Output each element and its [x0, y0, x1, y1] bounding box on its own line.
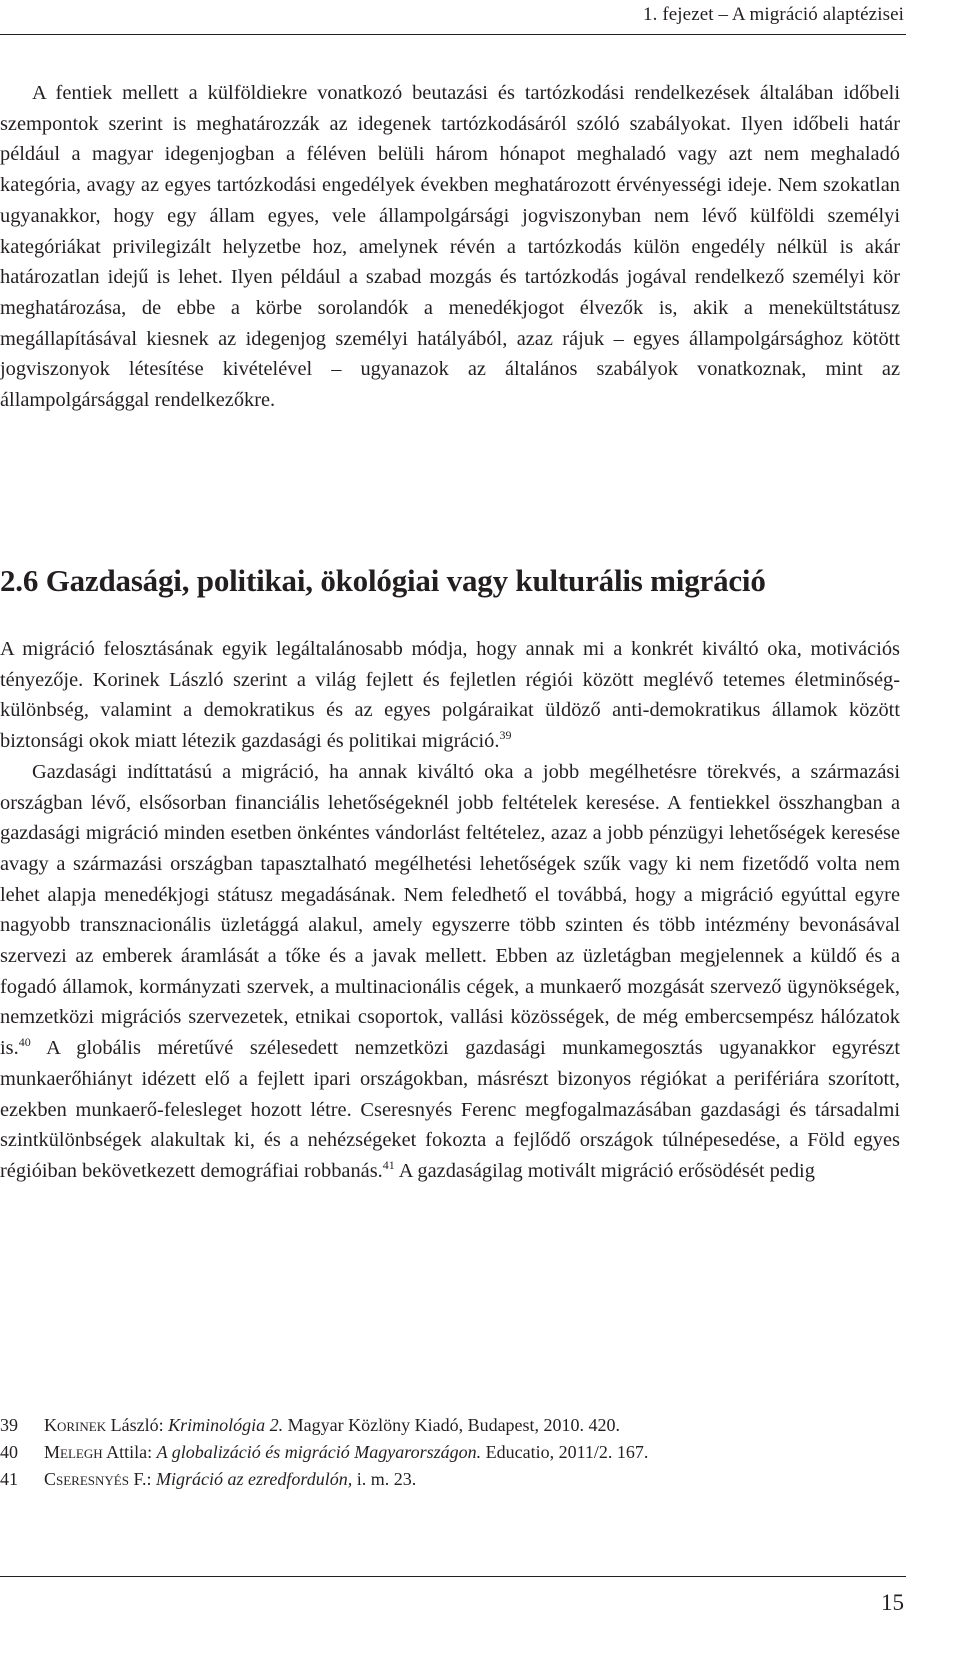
footnote-40	[0, 1439, 900, 1466]
paragraph	[0, 634, 900, 757]
page-number: 15	[881, 1590, 904, 1615]
footnote-author: Melegh	[44, 1442, 103, 1462]
paragraph-text: A migráció felosztásának egyik legáltalánosabb módja, hogy annak mi a konkrét kiváltó oka, motivációs tényezője. Korinek László szerint a világ fejlett és fejletlen régiói között meglévő tetemes életminőség-különbség, valamint a demokratikus és az egyes polgáraikat üldöző anti-demokratikus államok között biztonsági okok miatt létezik gazdasági és politikai migráció.	[0, 638, 900, 753]
footnote-rest: i. m. 23.	[352, 1469, 417, 1489]
footer-rule	[0, 1576, 906, 1577]
footnote-work: Migráció az ezredfordulón,	[156, 1469, 353, 1489]
footnote-number: 39	[0, 1415, 18, 1435]
paragraph-text: A globális méretűvé szélesedett nemzetközi gazdasági munkamegosztás ugyanakkor egyrészt munkaerőhiányt idézett elő a fejlett ipari országokban, másrészt bizonyos régiókat a perifériára szorított, ezekben munkaerő-felesleget hozott létre. Cseresnyés Ferenc megfogalmazásában gazdasági és társadalmi szintkülönbségek alakultak ki, és a nehézségeket fokozta a fejlődő országok túlnépesedése, a Föld egyes régióiban bekövetkezett demográfiai robbanás.	[0, 1037, 900, 1182]
footnote-work: Kriminológia 2.	[168, 1415, 284, 1435]
section-text-block	[0, 634, 900, 1187]
intro-text-block	[0, 78, 900, 416]
footnote-39	[0, 1412, 900, 1439]
footnote-rest: Educatio, 2011/2. 167.	[481, 1442, 649, 1462]
paragraph-text: A gazdaságilag motivált migráció erősödését pedig	[394, 1159, 815, 1182]
footnotes	[0, 1412, 900, 1493]
paragraph-text: Gazdasági indíttatású a migráció, ha annak kiváltó oka a jobb megélhetésre törekvés, a származási országban lévő, elsősorban financiális lehetőségeknél jobb feltételek keresése. A fentiekkel összhangban a gazdasági migráció minden esetben önkéntes vándorlást feltételez, azaz a jobb pénzügyi lehetőségek keresése avagy a származási országban tapasztalható megélhetési lehetőségek szűk vagy ki nem fizetődő volta nem lehet alapja menedékjogi státusz megadásának. Nem feledhető el továbbá, hogy a migráció egyúttal egyre nagyobb transznacionális üzletággá alakul, amely egyszerre több szinten és több intézmény bevonásával szervezi az emberek áramlását a tőke és a javak mellett. Ebben az üzletágban megjelennek a küldő és a fogadó államok, kormányzati szervek, a multinacionális cégek, a munkaerő mozgását szervező ügynökségek, nemzetközi migrációs szervezetek, etnikai csoportok, vallási közösségek, de még embercsempész hálózatok is.	[0, 760, 900, 1060]
footnote-author-rest: László:	[106, 1415, 169, 1435]
footnote-text	[44, 1412, 620, 1439]
paragraph	[0, 757, 900, 1187]
footnote-ref-39[interactable]: 39	[499, 728, 512, 743]
footnote-author: Korinek	[44, 1415, 107, 1435]
footnote-ref-41[interactable]: 41	[382, 1158, 395, 1173]
footnote-41	[0, 1466, 900, 1493]
footnote-rest: Magyar Közlöny Kiadó, Budapest, 2010. 420.	[283, 1415, 621, 1435]
running-header: 1. fejezet – A migráció alaptézisei	[643, 4, 904, 25]
footnote-number: 40	[0, 1442, 18, 1462]
footnote-work: A globalizáció és migráció Magyarországon.	[156, 1442, 482, 1462]
footnote-author: Cseresnyés	[44, 1469, 129, 1489]
footnote-text	[44, 1466, 416, 1493]
footnote-author-rest: Attila:	[102, 1442, 157, 1462]
header-rule	[0, 34, 906, 35]
footnote-number: 41	[0, 1469, 18, 1489]
paragraph: A fentiek mellett a külföldiekre vonatkozó beutazási és tartózkodási rendelkezések általában időbeli szempontok szerint is meghatározzák az idegenek tartózkodásáról szóló szabályokat. Ilyen időbeli határ például a magyar idegenjogban a féléven belüli három hónapot meghaladó vagy azt nem meghaladó kategória, avagy az egyes tartózkodási engedélyek években meghatározott érvényességi ideje. Nem szokatlan ugyanakkor, hogy egy állam egyes, vele állampolgársági jogviszonyban nem lévő külföldi személyi kategóriákat privilegizált helyzetbe hoz, amelynek révén a tartózkodás külön engedély nélkül is akár határozatlan idejű is lehet. Ilyen például a szabad mozgás és tartózkodás jogával rendelkező személyi kör meghatározása, de ebbe a körbe sorolandók a menedékjogot élvezők is, akik a menekültstátusz megállapításával kiesnek az idegenjog személyi hatályából, azaz rájuk – egyes állampolgársághoz kötött jogviszonyok létesítése kivételével – ugyanazok az általános szabályok vonatkoznak, mint az állampolgársággal rendelkezőkre.	[0, 82, 900, 412]
footnote-author-rest: F.:	[128, 1469, 157, 1489]
footnote-ref-40[interactable]: 40	[18, 1035, 31, 1050]
footnote-text	[44, 1439, 648, 1466]
section-title: 2.6 Gazdasági, politikai, ökológiai vagy kulturális migráció	[0, 563, 766, 598]
